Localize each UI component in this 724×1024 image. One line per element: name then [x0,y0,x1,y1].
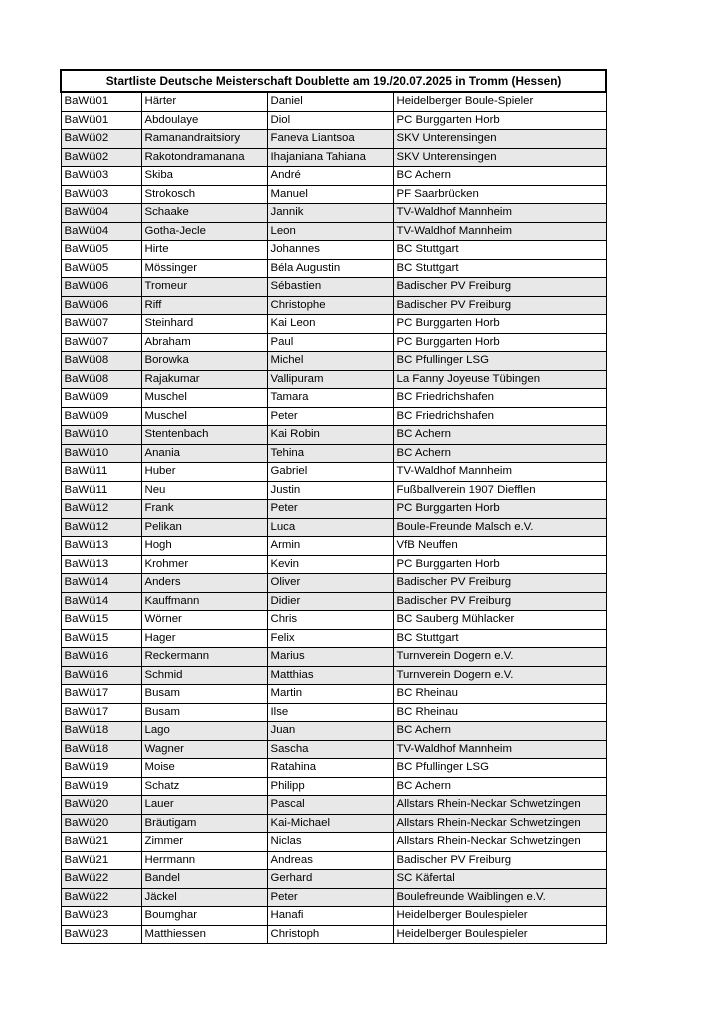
table-row [61,389,606,408]
table-row [61,296,606,315]
first-name-cell: Chris [267,611,393,630]
table-row [61,574,606,593]
table-row [61,167,606,186]
first-name-cell: Oliver [267,574,393,593]
first-name-cell: Marius [267,648,393,667]
last-name-cell: Krohmer [141,555,267,574]
team-cell: BaWü03 [61,167,141,186]
table-row [61,204,606,223]
team-cell: BaWü22 [61,870,141,889]
first-name-cell: Béla Augustin [267,259,393,278]
team-cell: BaWü23 [61,925,141,944]
table-row [61,907,606,926]
last-name-cell: Frank [141,500,267,519]
last-name-cell: Zimmer [141,833,267,852]
team-cell: BaWü15 [61,611,141,630]
first-name-cell: Jannik [267,204,393,223]
table-row [61,629,606,648]
first-name-cell: Hanafi [267,907,393,926]
last-name-cell: Jäckel [141,888,267,907]
team-cell: BaWü19 [61,777,141,796]
team-cell: BaWü21 [61,833,141,852]
last-name-cell: Boumghar [141,907,267,926]
team-cell: BaWü22 [61,888,141,907]
club-cell: Fußballverein 1907 Diefflen [393,481,606,500]
team-cell: BaWü20 [61,796,141,815]
first-name-cell: Felix [267,629,393,648]
table-row [61,851,606,870]
last-name-cell: Schatz [141,777,267,796]
first-name-cell: Kai-Michael [267,814,393,833]
last-name-cell: Muschel [141,407,267,426]
table-row [61,537,606,556]
last-name-cell: Mössinger [141,259,267,278]
first-name-cell: Paul [267,333,393,352]
first-name-cell: Peter [267,407,393,426]
last-name-cell: Lauer [141,796,267,815]
table-row [61,259,606,278]
last-name-cell: Stentenbach [141,426,267,445]
team-cell: BaWü12 [61,518,141,537]
first-name-cell: Vallipuram [267,370,393,389]
team-cell: BaWü05 [61,259,141,278]
first-name-cell: Kai Robin [267,426,393,445]
team-cell: BaWü01 [61,111,141,130]
team-cell: BaWü13 [61,537,141,556]
first-name-cell: Ihajaniana Tahiana [267,148,393,167]
club-cell: BC Stuttgart [393,629,606,648]
club-cell: La Fanny Joyeuse Tübingen [393,370,606,389]
last-name-cell: Reckermann [141,648,267,667]
team-cell: BaWü08 [61,352,141,371]
table-row [61,777,606,796]
table-row [61,130,606,149]
first-name-cell: Gerhard [267,870,393,889]
table-row [61,703,606,722]
team-cell: BaWü18 [61,740,141,759]
club-cell: BC Friedrichshafen [393,389,606,408]
club-cell: SKV Unterensingen [393,130,606,149]
last-name-cell: Lago [141,722,267,741]
first-name-cell: Tamara [267,389,393,408]
last-name-cell: Anders [141,574,267,593]
team-cell: BaWü14 [61,574,141,593]
club-cell: Badischer PV Freiburg [393,851,606,870]
club-cell: PC Burggarten Horb [393,555,606,574]
team-cell: BaWü16 [61,666,141,685]
table-row [61,648,606,667]
team-cell: BaWü06 [61,296,141,315]
first-name-cell: Ilse [267,703,393,722]
table-row [61,925,606,944]
first-name-cell: Leon [267,222,393,241]
table-row [61,407,606,426]
table-row [61,352,606,371]
first-name-cell: Peter [267,500,393,519]
first-name-cell: Daniel [267,92,393,111]
last-name-cell: Strokosch [141,185,267,204]
table-row [61,222,606,241]
team-cell: BaWü04 [61,204,141,223]
club-cell: Turnverein Dogern e.V. [393,648,606,667]
table-row [61,740,606,759]
team-cell: BaWü19 [61,759,141,778]
club-cell: BC Sauberg Mühlacker [393,611,606,630]
first-name-cell: Sascha [267,740,393,759]
last-name-cell: Hager [141,629,267,648]
last-name-cell: Schaake [141,204,267,223]
club-cell: BC Pfullinger LSG [393,759,606,778]
table-row [61,370,606,389]
first-name-cell: Peter [267,888,393,907]
first-name-cell: Luca [267,518,393,537]
last-name-cell: Pelikan [141,518,267,537]
first-name-cell: Juan [267,722,393,741]
first-name-cell: Faneva Liantsoa [267,130,393,149]
club-cell: Allstars Rhein-Neckar Schwetzingen [393,814,606,833]
first-name-cell: Kai Leon [267,315,393,334]
table-row [61,722,606,741]
table-row [61,833,606,852]
club-cell: PC Burggarten Horb [393,315,606,334]
club-cell: BC Achern [393,167,606,186]
last-name-cell: Härter [141,92,267,111]
table-row [61,611,606,630]
table-body [61,92,606,944]
table-row [61,814,606,833]
last-name-cell: Gotha-Jecle [141,222,267,241]
first-name-cell: Philipp [267,777,393,796]
team-cell: BaWü02 [61,148,141,167]
last-name-cell: Wörner [141,611,267,630]
table-title: Startliste Deutsche Meisterschaft Doublette am 19./20.07.2025 in Tromm (Hessen) [61,70,606,92]
table-row [61,426,606,445]
table-row [61,592,606,611]
club-cell: BC Stuttgart [393,259,606,278]
first-name-cell: Tehina [267,444,393,463]
table-row [61,888,606,907]
first-name-cell: Ratahina [267,759,393,778]
club-cell: Badischer PV Freiburg [393,296,606,315]
team-cell: BaWü09 [61,407,141,426]
first-name-cell: Martin [267,685,393,704]
team-cell: BaWü21 [61,851,141,870]
club-cell: SC Käfertal [393,870,606,889]
table-row [61,666,606,685]
team-cell: BaWü18 [61,722,141,741]
first-name-cell: Diol [267,111,393,130]
table-row [61,241,606,260]
last-name-cell: Huber [141,463,267,482]
club-cell: BC Achern [393,426,606,445]
club-cell: BC Stuttgart [393,241,606,260]
team-cell: BaWü12 [61,500,141,519]
start-list-table [60,69,607,944]
club-cell: Heidelberger Boule-Spieler [393,92,606,111]
club-cell: Boulefreunde Waiblingen e.V. [393,888,606,907]
last-name-cell: Abdoulaye [141,111,267,130]
team-cell: BaWü03 [61,185,141,204]
club-cell: Turnverein Dogern e.V. [393,666,606,685]
club-cell: TV-Waldhof Mannheim [393,463,606,482]
title-row [61,70,606,92]
club-cell: PC Burggarten Horb [393,333,606,352]
team-cell: BaWü11 [61,463,141,482]
team-cell: BaWü14 [61,592,141,611]
team-cell: BaWü16 [61,648,141,667]
club-cell: Badischer PV Freiburg [393,278,606,297]
last-name-cell: Moise [141,759,267,778]
team-cell: BaWü13 [61,555,141,574]
table-row [61,796,606,815]
team-cell: BaWü11 [61,481,141,500]
last-name-cell: Borowka [141,352,267,371]
last-name-cell: Abraham [141,333,267,352]
team-cell: BaWü06 [61,278,141,297]
team-cell: BaWü10 [61,426,141,445]
table-row [61,481,606,500]
team-cell: BaWü17 [61,685,141,704]
team-cell: BaWü15 [61,629,141,648]
last-name-cell: Muschel [141,389,267,408]
club-cell: Badischer PV Freiburg [393,592,606,611]
last-name-cell: Schmid [141,666,267,685]
club-cell: BC Friedrichshafen [393,407,606,426]
table-row [61,518,606,537]
last-name-cell: Wagner [141,740,267,759]
club-cell: TV-Waldhof Mannheim [393,740,606,759]
club-cell: BC Achern [393,722,606,741]
team-cell: BaWü09 [61,389,141,408]
last-name-cell: Neu [141,481,267,500]
last-name-cell: Busam [141,703,267,722]
club-cell: Allstars Rhein-Neckar Schwetzingen [393,796,606,815]
first-name-cell: Pascal [267,796,393,815]
club-cell: PC Burggarten Horb [393,111,606,130]
first-name-cell: Matthias [267,666,393,685]
table-row [61,315,606,334]
first-name-cell: Kevin [267,555,393,574]
last-name-cell: Bräutigam [141,814,267,833]
first-name-cell: André [267,167,393,186]
club-cell: BC Rheinau [393,685,606,704]
team-cell: BaWü04 [61,222,141,241]
club-cell: Boule-Freunde Malsch e.V. [393,518,606,537]
club-cell: SKV Unterensingen [393,148,606,167]
club-cell: BC Rheinau [393,703,606,722]
table-row [61,111,606,130]
last-name-cell: Kauffmann [141,592,267,611]
club-cell: BC Achern [393,444,606,463]
team-cell: BaWü07 [61,333,141,352]
team-cell: BaWü01 [61,92,141,111]
last-name-cell: Herrmann [141,851,267,870]
first-name-cell: Justin [267,481,393,500]
club-cell: Heidelberger Boulespieler [393,907,606,926]
club-cell: Allstars Rhein-Neckar Schwetzingen [393,833,606,852]
first-name-cell: Manuel [267,185,393,204]
last-name-cell: Busam [141,685,267,704]
last-name-cell: Tromeur [141,278,267,297]
club-cell: BC Achern [393,777,606,796]
table-row [61,870,606,889]
table-row [61,185,606,204]
first-name-cell: Johannes [267,241,393,260]
team-cell: BaWü23 [61,907,141,926]
last-name-cell: Hogh [141,537,267,556]
last-name-cell: Ramanandraitsiory [141,130,267,149]
table-row [61,685,606,704]
club-cell: TV-Waldhof Mannheim [393,204,606,223]
club-cell: Heidelberger Boulespieler [393,925,606,944]
table-row [61,759,606,778]
first-name-cell: Didier [267,592,393,611]
table-row [61,148,606,167]
last-name-cell: Rakotondramanana [141,148,267,167]
club-cell: PC Burggarten Horb [393,500,606,519]
last-name-cell: Skiba [141,167,267,186]
team-cell: BaWü05 [61,241,141,260]
last-name-cell: Steinhard [141,315,267,334]
first-name-cell: Sébastien [267,278,393,297]
team-cell: BaWü20 [61,814,141,833]
club-cell: VfB Neuffen [393,537,606,556]
table-row [61,444,606,463]
first-name-cell: Andreas [267,851,393,870]
first-name-cell: Christoph [267,925,393,944]
first-name-cell: Michel [267,352,393,371]
team-cell: BaWü07 [61,315,141,334]
table-row [61,333,606,352]
team-cell: BaWü10 [61,444,141,463]
table-row [61,500,606,519]
first-name-cell: Gabriel [267,463,393,482]
last-name-cell: Hirte [141,241,267,260]
first-name-cell: Christophe [267,296,393,315]
team-cell: BaWü02 [61,130,141,149]
club-cell: BC Pfullinger LSG [393,352,606,371]
club-cell: PF Saarbrücken [393,185,606,204]
first-name-cell: Armin [267,537,393,556]
last-name-cell: Anania [141,444,267,463]
team-cell: BaWü17 [61,703,141,722]
table-row [61,555,606,574]
team-cell: BaWü08 [61,370,141,389]
table-row [61,278,606,297]
club-cell: TV-Waldhof Mannheim [393,222,606,241]
first-name-cell: Niclas [267,833,393,852]
table-row [61,92,606,111]
club-cell: Badischer PV Freiburg [393,574,606,593]
last-name-cell: Bandel [141,870,267,889]
last-name-cell: Riff [141,296,267,315]
last-name-cell: Rajakumar [141,370,267,389]
table-row [61,463,606,482]
last-name-cell: Matthiessen [141,925,267,944]
